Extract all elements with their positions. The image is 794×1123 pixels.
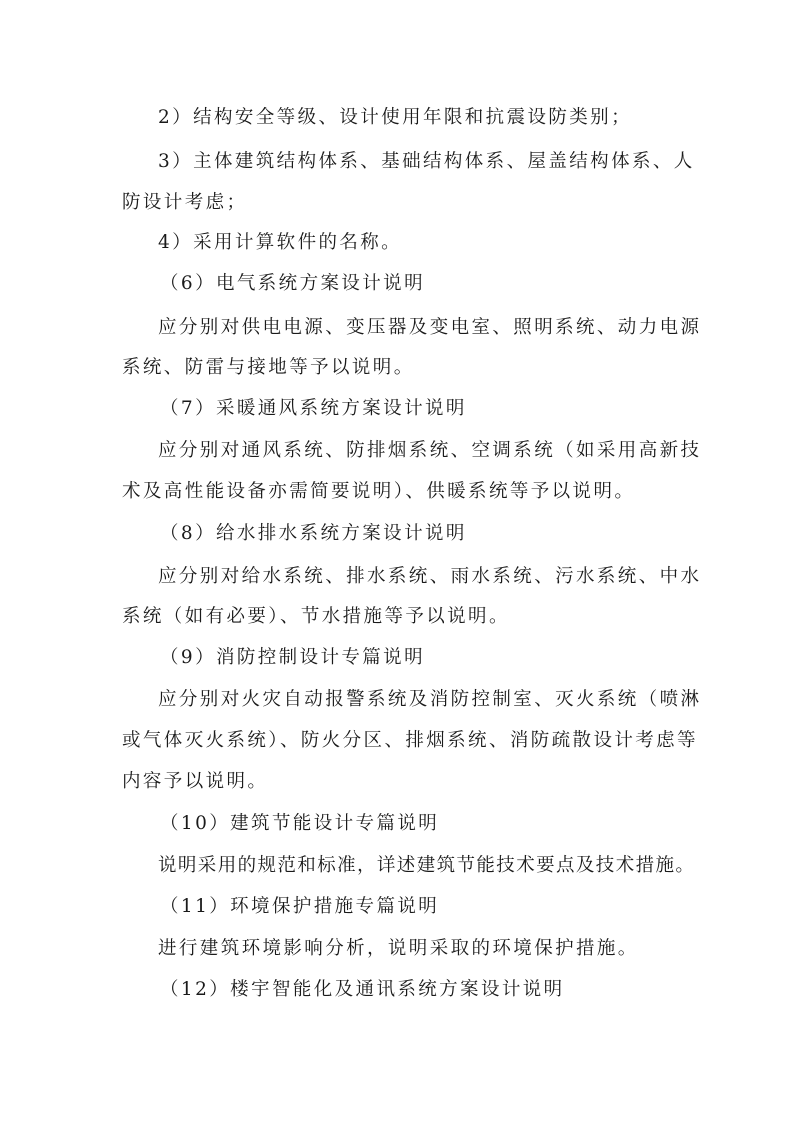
heading-environment: （11）环境保护措施专篇说明 <box>160 896 440 917</box>
paragraph-energy: 说明采用的规范和标准，详述建筑节能技术要点及技术措施。 <box>158 855 696 876</box>
heading-intelligent: （12）楼宇智能化及通讯系统方案设计说明 <box>160 979 565 1000</box>
heading-energy: （10）建筑节能设计专篇说明 <box>160 813 440 834</box>
heading-plumbing: （8）给水排水系统方案设计说明 <box>160 523 467 544</box>
paragraph-hvac-cont: 术及高性能设备亦需简要说明）、供暖系统等予以说明。 <box>122 481 636 502</box>
paragraph-plumbing-cont: 系统（如有必要）、节水措施等予以说明。 <box>122 606 510 627</box>
paragraph-software: 4）采用计算软件的名称。 <box>158 232 403 253</box>
paragraph-electrical-cont: 系统、防雷与接地等予以说明。 <box>122 357 415 378</box>
paragraph-hvac: 应分别对通风系统、防排烟系统、空调系统（如采用高新技 <box>158 440 702 461</box>
paragraph-electrical: 应分别对供电电源、变压器及变电室、照明系统、动力电源 <box>158 317 702 338</box>
heading-hvac: （7）采暖通风系统方案设计说明 <box>160 398 467 419</box>
paragraph-structure-system: 3）主体建筑结构体系、基础结构体系、屋盖结构体系、人 <box>158 151 695 172</box>
paragraph-fire-cont: 或气体灭火系统）、防火分区、排烟系统、消防疏散设计考虑等 <box>122 730 698 751</box>
paragraph-fire: 应分别对火灾自动报警系统及消防控制室、灭火系统（喷淋 <box>158 689 702 710</box>
heading-electrical: （6）电气系统方案设计说明 <box>160 273 425 294</box>
heading-fire: （9）消防控制设计专篇说明 <box>160 647 425 668</box>
paragraph-structure-system-cont: 防设计考虑； <box>122 192 248 213</box>
paragraph-plumbing: 应分别对给水系统、排水系统、雨水系统、污水系统、中水 <box>158 566 702 587</box>
paragraph-fire-cont-2: 内容予以说明。 <box>122 771 269 792</box>
paragraph-structure-safety: 2）结构安全等级、设计使用年限和抗震设防类别； <box>158 107 632 128</box>
paragraph-environment: 进行建筑环境影响分析，说明采取的环境保护措施。 <box>158 938 639 959</box>
